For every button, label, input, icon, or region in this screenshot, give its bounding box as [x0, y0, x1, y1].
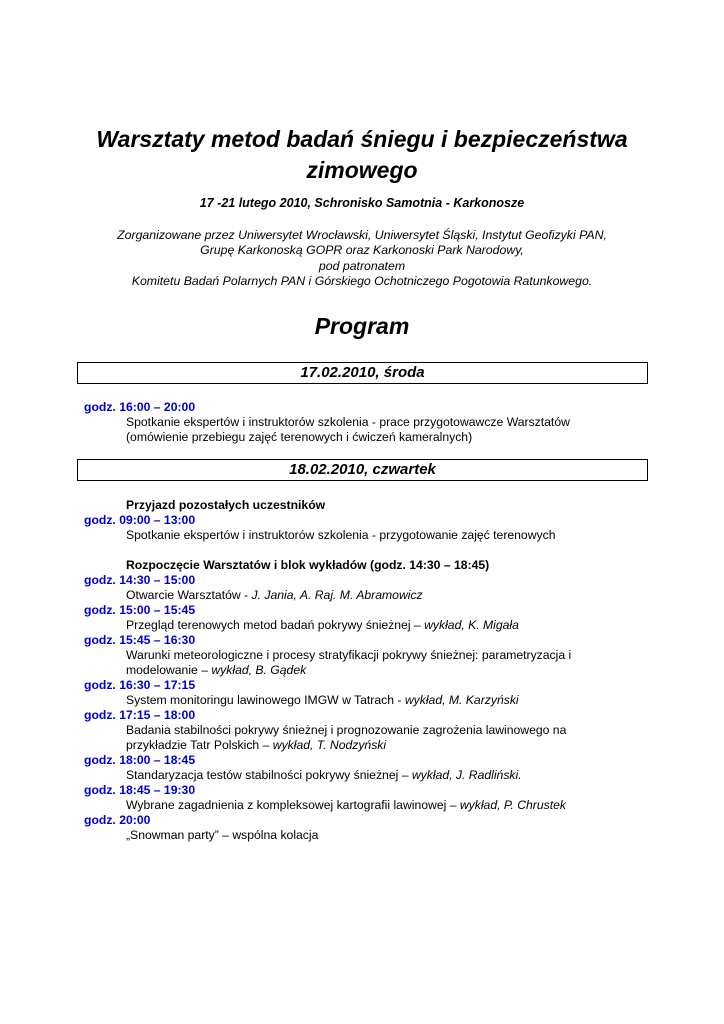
day1-item-desc-line1: Spotkanie ekspertów i instruktorów szkolenia - prace przygotowawcze Warsztatów	[126, 415, 570, 429]
day2-opening: Rozpoczęcie Warsztatów i blok wykładów (godz. 14:30 – 18:45)	[126, 558, 490, 572]
item-text: przykładzie Tatr Polskich –	[126, 738, 273, 752]
day2-arrival: Przyjazd pozostałych uczestników	[126, 498, 326, 512]
day2-item-time: godz. 18:45 – 19:30	[84, 783, 196, 797]
item-author: wykład, P. Chrustek	[459, 798, 566, 812]
item-author: wykład, T. Nodzyński	[272, 738, 387, 752]
item-text: Wybrane zagadnienia z kompleksowej kartografii lawinowej –	[126, 798, 460, 812]
item-text: Standaryzacja testów stabilności pokrywy śnieżnej –	[126, 768, 412, 782]
item-text: Przegląd terenowych metod badań pokrywy śnieżnej –	[126, 618, 425, 632]
day2-item-time: godz. 17:15 – 18:00	[84, 708, 196, 722]
organizers	[60, 228, 664, 289]
document-title	[60, 124, 664, 186]
day2-heading: 18.02.2010, czwartek	[77, 459, 648, 481]
day1-heading: 17.02.2010, środa	[77, 362, 648, 384]
event-dates: 17 -21 lutego 2010, Schronisko Samotnia - Karkonosze	[199, 196, 525, 210]
organizers-line-1: Zorganizowane przez Uniwersytet Wrocławski, Uniwersytet Śląski, Instytut Geofizyki PAN,	[117, 228, 607, 242]
day2-arrival-desc: Spotkanie ekspertów i instruktorów szkolenia - przygotowanie zajęć terenowych	[126, 528, 556, 542]
day2-arrival-time: godz. 09:00 – 13:00	[84, 513, 196, 527]
title-line-1: Warsztaty metod badań śniegu i bezpieczeństwa	[96, 126, 628, 152]
day2-item-time: godz. 15:00 – 15:45	[84, 603, 196, 617]
day2-item-time: godz. 18:00 – 18:45	[84, 753, 196, 767]
organizers-line-3: pod patronatem	[318, 258, 406, 273]
item-author: wykład, B. Gądek	[211, 663, 307, 677]
item-author: wykład, J. Radliński.	[411, 768, 522, 782]
item-text: Otwarcie Warsztatów -	[126, 588, 252, 602]
program-heading: Program	[314, 313, 410, 339]
day2-item-desc: „Snowman party” – wspólna kolacja	[126, 828, 319, 842]
day2-item-time: godz. 15:45 – 16:30	[84, 633, 196, 647]
day2-item-desc	[126, 798, 566, 813]
title-line-2: zimowego	[306, 157, 418, 183]
item-text: System monitoringu lawinowego IMGW w Tatrach -	[126, 693, 405, 707]
day2-item-desc	[126, 693, 519, 708]
day2-item-desc	[126, 663, 306, 678]
day2-item-desc	[126, 768, 522, 783]
day2-item-desc	[126, 618, 519, 633]
day2-item-desc	[126, 588, 423, 603]
day2-item-time: godz. 20:00	[84, 813, 151, 827]
organizers-line-4: Komitetu Badań Polarnych PAN i Górskiego Ochotniczego Pogotowia Ratunkowego.	[131, 273, 593, 288]
day1-item-desc-line2: (omówienie przebiegu zajęć terenowych i ćwiczeń kameralnych)	[126, 430, 473, 444]
day1-item-time: godz. 16:00 – 20:00	[84, 400, 196, 414]
item-author: wykład, K. Migała	[424, 618, 519, 632]
item-author: wykład, M. Karzyński	[404, 693, 519, 707]
day2-item-time: godz. 16:30 – 17:15	[84, 678, 196, 692]
day2-item-desc: Badania stabilności pokrywy śnieżnej i prognozowanie zagrożenia lawinowego na	[126, 723, 567, 737]
day2-item-desc	[126, 738, 386, 753]
organizers-line-2: Grupę Karkonoską GOPR oraz Karkonoski Park Narodowy,	[200, 243, 524, 258]
item-author: J. Jania, A. Raj. M. Abramowicz	[251, 588, 423, 602]
item-text: modelowanie –	[126, 663, 212, 677]
day2-item-time: godz. 14:30 – 15:00	[84, 573, 196, 587]
day2-item-desc: Warunki meteorologiczne i procesy stratyfikacji pokrywy śnieżnej: parametryzacja i	[126, 648, 572, 662]
